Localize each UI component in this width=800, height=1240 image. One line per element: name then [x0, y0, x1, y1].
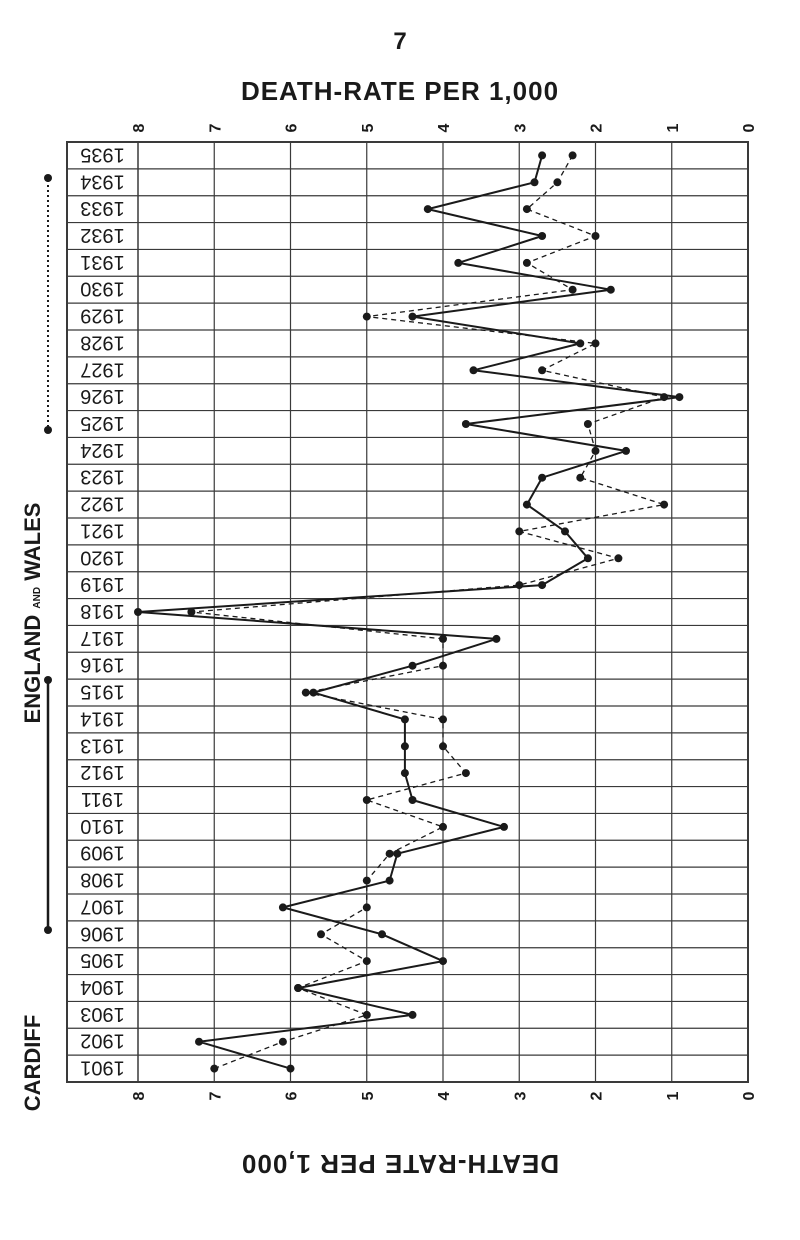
england-and-wales-point	[439, 662, 447, 670]
england-and-wales-point	[439, 715, 447, 723]
top-tick-label: 7	[207, 123, 225, 133]
cardiff-point	[195, 1038, 203, 1046]
top-tick-label: 3	[512, 123, 530, 133]
cardiff-point	[401, 769, 409, 777]
year-label: 1930	[80, 277, 125, 300]
top-tick-label: 0	[741, 123, 758, 133]
cardiff-point	[409, 796, 417, 804]
legend-england-and-wales	[20, 503, 46, 724]
page-number: 7	[393, 28, 407, 55]
cardiff-point	[576, 339, 584, 347]
cardiff-point	[378, 930, 386, 938]
cardiff-point	[622, 447, 630, 455]
england-and-wales-point	[614, 554, 622, 562]
year-label: 1908	[80, 868, 125, 891]
year-labels	[80, 143, 125, 1078]
year-label: 1905	[80, 949, 125, 972]
england-and-wales-point	[515, 527, 523, 535]
england-and-wales-point	[439, 742, 447, 750]
cardiff-point	[287, 1065, 295, 1073]
cardiff-point	[294, 984, 302, 992]
top-tick-label: 6	[283, 123, 301, 133]
england-and-wales-point	[302, 689, 310, 697]
cardiff-point	[454, 259, 462, 267]
legend-england-marker-bottom	[44, 426, 52, 434]
chart-title-inverted: DEATH-RATE PER 1,000	[240, 1149, 560, 1179]
england-and-wales-point	[363, 313, 371, 321]
cardiff-point	[424, 205, 432, 213]
legend-cardiff	[20, 1015, 46, 1112]
bottom-tick-label: 3	[512, 1091, 530, 1101]
england-and-wales-point	[523, 205, 531, 213]
cardiff-point	[561, 527, 569, 535]
cardiff-point	[309, 689, 317, 697]
england-and-wales-point	[523, 259, 531, 267]
top-tick-label: 4	[436, 123, 453, 133]
cardiff-point	[584, 554, 592, 562]
cardiff-point	[279, 903, 287, 911]
year-label: 1913	[80, 734, 125, 757]
bottom-tick-label: 8	[131, 1091, 148, 1101]
year-label: 1903	[80, 1002, 125, 1025]
year-label: 1922	[80, 492, 125, 515]
bottom-tick-label: 5	[359, 1091, 377, 1101]
england-and-wales-point	[363, 957, 371, 965]
cardiff-point	[409, 662, 417, 670]
year-label: 1919	[80, 573, 125, 596]
year-label: 1925	[80, 412, 125, 434]
chart-grid	[67, 142, 748, 1082]
year-label: 1915	[80, 680, 125, 703]
year-label: 1923	[80, 465, 125, 488]
year-label: 1927	[80, 358, 125, 381]
cardiff-point	[470, 366, 478, 374]
year-label: 1933	[80, 197, 125, 220]
cardiff-point	[462, 420, 470, 428]
legend-wales-word: WALES	[20, 502, 45, 581]
bottom-tick-label: 0	[741, 1091, 758, 1101]
legend-and-word: AND	[32, 586, 43, 609]
chart-frame	[67, 142, 748, 1082]
year-label: 1909	[80, 841, 125, 864]
chart-title: DEATH-RATE PER 1,000	[240, 76, 560, 106]
legend-england-word: ENGLAND	[20, 614, 45, 724]
legend-england-marker-top	[44, 174, 52, 182]
year-label: 1932	[80, 224, 125, 246]
bottom-tick-label: 7	[207, 1091, 225, 1101]
year-label: 1928	[80, 331, 125, 354]
legend-cardiff-word: CARDIFF	[20, 1014, 45, 1112]
cardiff-point	[401, 742, 409, 750]
year-label: 1902	[80, 1029, 125, 1052]
year-label: 1924	[80, 438, 125, 461]
bottom-tick-label: 4	[436, 1091, 453, 1101]
england-and-wales-point	[462, 769, 470, 777]
cardiff-point	[523, 501, 531, 509]
year-label: 1917	[80, 626, 125, 649]
cardiff-point	[393, 850, 401, 858]
side-legend	[8, 170, 58, 1112]
top-tick-label: 8	[131, 123, 148, 133]
year-label: 1929	[80, 304, 125, 327]
cardiff-point	[675, 393, 683, 401]
england-and-wales-point	[592, 447, 600, 455]
bottom-tick-label: 6	[283, 1091, 301, 1101]
series-cardiff	[134, 151, 683, 1072]
year-label: 1901	[80, 1056, 125, 1079]
cardiff-point	[409, 313, 417, 321]
year-label: 1907	[80, 895, 125, 918]
year-label: 1914	[80, 707, 125, 730]
year-label: 1918	[80, 600, 125, 622]
year-label: 1920	[80, 546, 125, 569]
cardiff-point	[134, 608, 142, 616]
legend-cardiff-marker-bottom	[44, 926, 52, 934]
england-and-wales-point	[363, 903, 371, 911]
cardiff-point	[531, 178, 539, 186]
cardiff-point	[538, 232, 546, 240]
england-and-wales-point	[363, 877, 371, 885]
england-and-wales-point	[569, 151, 577, 159]
england-and-wales-point	[279, 1038, 287, 1046]
england-and-wales-point	[584, 420, 592, 428]
cardiff-point	[538, 151, 546, 159]
year-label: 1916	[80, 653, 125, 676]
england-and-wales-point	[592, 232, 600, 240]
england-and-wales-point	[592, 339, 600, 347]
cardiff-line	[138, 155, 679, 1068]
year-label: 1904	[80, 976, 125, 998]
england-and-wales-point	[569, 286, 577, 294]
england-and-wales-point	[576, 474, 584, 482]
cardiff-point	[386, 877, 394, 885]
top-tick-labels	[131, 123, 758, 132]
england-and-wales-point	[317, 930, 325, 938]
top-tick-label: 5	[359, 123, 377, 133]
year-label: 1912	[80, 761, 125, 784]
year-label: 1931	[80, 250, 125, 273]
cardiff-point	[492, 635, 500, 643]
england-and-wales-point	[553, 178, 561, 186]
year-label: 1926	[80, 385, 125, 408]
england-and-wales-point	[439, 823, 447, 831]
cardiff-point	[500, 823, 508, 831]
year-label: 1911	[80, 788, 125, 810]
cardiff-point	[607, 286, 615, 294]
year-label: 1921	[80, 519, 125, 542]
cardiff-point	[538, 474, 546, 482]
england-and-wales-point	[660, 501, 668, 509]
cardiff-point	[409, 1011, 417, 1019]
year-label: 1934	[80, 170, 125, 193]
england-and-wales-point	[538, 366, 546, 374]
england-and-wales-point	[210, 1065, 218, 1073]
series-layer	[134, 151, 683, 1072]
top-tick-label: 2	[588, 123, 606, 133]
top-tick-label: 1	[664, 123, 682, 133]
year-label: 1910	[80, 814, 125, 837]
england-and-wales-point	[386, 850, 394, 858]
bottom-tick-label: 1	[664, 1091, 682, 1101]
england-and-wales-point	[515, 581, 523, 589]
year-label: 1935	[80, 143, 125, 166]
england-and-wales-point	[363, 1011, 371, 1019]
cardiff-point	[439, 957, 447, 965]
england-and-wales-point	[363, 796, 371, 804]
year-label: 1906	[80, 922, 125, 945]
bottom-tick-labels	[131, 1091, 758, 1100]
cardiff-point	[538, 581, 546, 589]
cardiff-point	[401, 715, 409, 723]
bottom-tick-label: 2	[588, 1091, 606, 1101]
